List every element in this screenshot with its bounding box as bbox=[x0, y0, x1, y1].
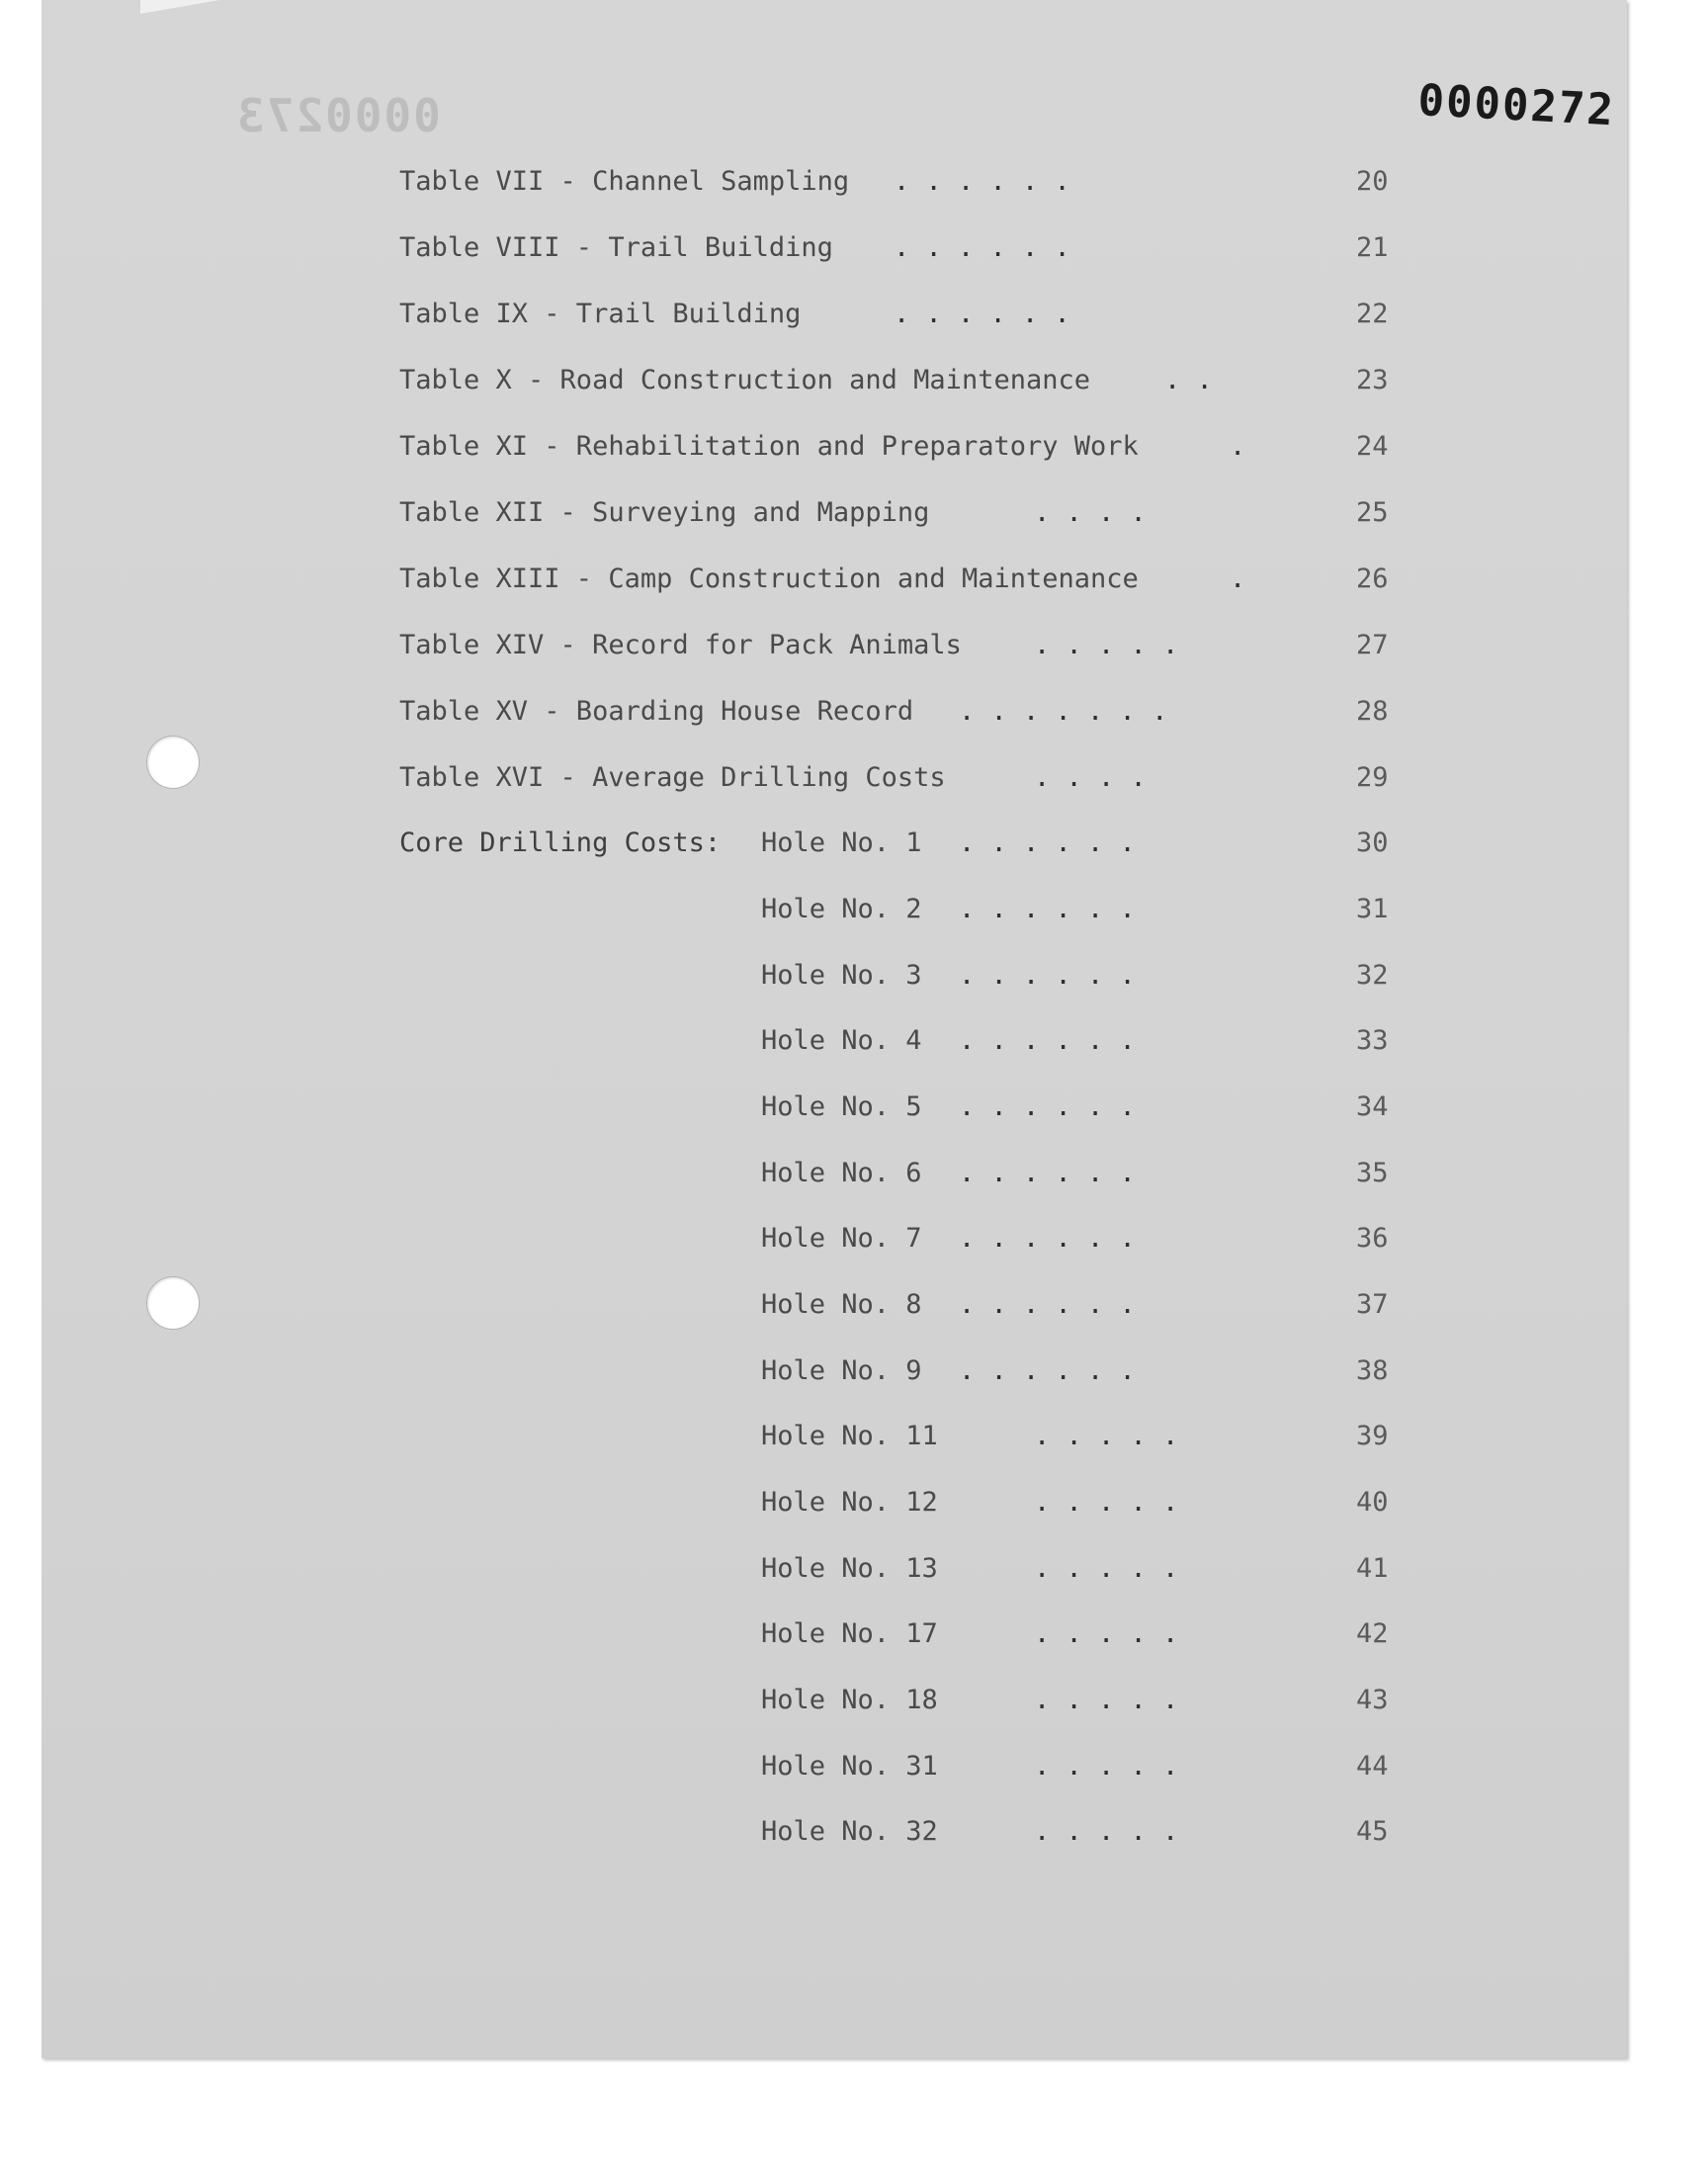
toc-entry-title: Table IX - Trail Building bbox=[399, 299, 802, 329]
toc-entry-title: Table XI - Rehabilitation and Preparatory Work bbox=[399, 431, 1139, 462]
toc-leader-dots: . bbox=[1230, 431, 1246, 462]
hole-label: Hole No. 3 bbox=[761, 960, 922, 991]
toc-leader-dots: . . . . . bbox=[1034, 1751, 1179, 1782]
toc-leader-dots: . . . . . . bbox=[959, 1091, 1136, 1122]
toc-leader-dots: . . . . . bbox=[1034, 1553, 1179, 1584]
toc-page-number: 31 bbox=[1356, 894, 1389, 924]
hole-label: Hole No. 12 bbox=[761, 1487, 938, 1518]
hole-label: Hole No. 8 bbox=[761, 1289, 922, 1320]
page-fold bbox=[140, 0, 219, 14]
core-drilling-label: Core Drilling Costs: bbox=[399, 827, 722, 858]
toc-page-number: 42 bbox=[1356, 1618, 1389, 1649]
hole-label: Hole No. 6 bbox=[761, 1158, 922, 1188]
toc-page-number: 22 bbox=[1356, 299, 1389, 329]
toc-entry bbox=[0, 1751, 1708, 1790]
toc-entry bbox=[0, 827, 1708, 867]
hole-label: Hole No. 9 bbox=[761, 1355, 922, 1386]
toc-leader-dots: . . . . . . bbox=[959, 1025, 1136, 1056]
toc-entry-title: Table XIV - Record for Pack Animals bbox=[399, 630, 962, 660]
toc-page-number: 23 bbox=[1356, 365, 1389, 395]
toc-page-number: 30 bbox=[1356, 827, 1389, 858]
toc-leader-dots: . . . . bbox=[1034, 497, 1147, 528]
toc-page-number: 24 bbox=[1356, 431, 1389, 462]
toc-leader-dots: . . . . . . bbox=[894, 232, 1070, 263]
bleed-through-number: 0000273 bbox=[235, 89, 441, 142]
toc-entry bbox=[0, 299, 1708, 338]
toc-page-number: 41 bbox=[1356, 1553, 1389, 1584]
toc-page-number: 35 bbox=[1356, 1158, 1389, 1188]
toc-page-number: 20 bbox=[1356, 166, 1389, 197]
hole-label: Hole No. 31 bbox=[761, 1751, 938, 1782]
toc-page-number: 32 bbox=[1356, 960, 1389, 991]
toc-entry bbox=[0, 1091, 1708, 1131]
toc-page-number: 38 bbox=[1356, 1355, 1389, 1386]
toc-page-number: 27 bbox=[1356, 630, 1389, 660]
toc-entry bbox=[0, 232, 1708, 272]
toc-entry-title: Table VIII - Trail Building bbox=[399, 232, 833, 263]
toc-entry bbox=[0, 894, 1708, 933]
toc-entry bbox=[0, 1553, 1708, 1593]
toc-entry bbox=[0, 564, 1708, 603]
hole-label: Hole No. 1 bbox=[761, 827, 922, 858]
toc-leader-dots: . bbox=[1230, 564, 1246, 594]
toc-leader-dots: . . . . bbox=[1034, 762, 1147, 793]
toc-page-number: 25 bbox=[1356, 497, 1389, 528]
hole-label: Hole No. 17 bbox=[761, 1618, 938, 1649]
hole-label: Hole No. 7 bbox=[761, 1223, 922, 1254]
toc-leader-dots: . . . . . bbox=[1034, 1487, 1179, 1518]
toc-entry bbox=[0, 365, 1708, 404]
toc-page-number: 44 bbox=[1356, 1751, 1389, 1782]
toc-leader-dots: . . . . . bbox=[1034, 630, 1179, 660]
toc-entry bbox=[0, 1223, 1708, 1262]
toc-leader-dots: . . . . . . bbox=[959, 894, 1136, 924]
toc-entry-title: Table X - Road Construction and Maintenance bbox=[399, 365, 1090, 395]
toc-page-number: 21 bbox=[1356, 232, 1389, 263]
toc-entry bbox=[0, 1355, 1708, 1395]
toc-leader-dots: . . . . . bbox=[1034, 1685, 1179, 1715]
toc-page-number: 43 bbox=[1356, 1685, 1389, 1715]
toc-page-number: 36 bbox=[1356, 1223, 1389, 1254]
toc-leader-dots: . . . . . bbox=[1034, 1421, 1179, 1451]
toc-entry-title: Table XII - Surveying and Mapping bbox=[399, 497, 930, 528]
toc-entry bbox=[0, 1025, 1708, 1065]
toc-leader-dots: . . . . . . bbox=[959, 960, 1136, 991]
hole-label: Hole No. 11 bbox=[761, 1421, 938, 1451]
toc-entry bbox=[0, 431, 1708, 471]
toc-leader-dots: . . . . . . . bbox=[959, 696, 1168, 727]
toc-leader-dots: . . . . . . bbox=[894, 299, 1070, 329]
toc-entry-title: Table XV - Boarding House Record bbox=[399, 696, 914, 727]
toc-leader-dots: . . . . . . bbox=[959, 827, 1136, 858]
toc-entry bbox=[0, 166, 1708, 206]
toc-leader-dots: . . . . . bbox=[1034, 1618, 1179, 1649]
hole-label: Hole No. 4 bbox=[761, 1025, 922, 1056]
toc-entry-title: Table VII - Channel Sampling bbox=[399, 166, 850, 197]
toc-entry bbox=[0, 696, 1708, 736]
toc-page-number: 40 bbox=[1356, 1487, 1389, 1518]
toc-leader-dots: . . . . . . bbox=[959, 1355, 1136, 1386]
hole-label: Hole No. 18 bbox=[761, 1685, 938, 1715]
toc-entry bbox=[0, 762, 1708, 802]
toc-leader-dots: . . . . . . bbox=[959, 1158, 1136, 1188]
toc-leader-dots: . . . . . . bbox=[959, 1223, 1136, 1254]
toc-leader-dots: . . . . . . bbox=[894, 166, 1070, 197]
toc-leader-dots: . . bbox=[1164, 365, 1213, 395]
toc-page-number: 39 bbox=[1356, 1421, 1389, 1451]
hole-label: Hole No. 13 bbox=[761, 1553, 938, 1584]
toc-entry bbox=[0, 497, 1708, 537]
toc-entry-title: Table XIII - Camp Construction and Maintenance bbox=[399, 564, 1139, 594]
toc-entry bbox=[0, 1685, 1708, 1724]
toc-entry-title: Table XVI - Average Drilling Costs bbox=[399, 762, 946, 793]
toc-leader-dots: . . . . . . bbox=[959, 1289, 1136, 1320]
toc-page-number: 28 bbox=[1356, 696, 1389, 727]
toc-entry bbox=[0, 1487, 1708, 1526]
toc-entry bbox=[0, 1421, 1708, 1460]
toc-leader-dots: . . . . . bbox=[1034, 1816, 1179, 1847]
toc-page-number: 45 bbox=[1356, 1816, 1389, 1847]
toc-page-number: 26 bbox=[1356, 564, 1389, 594]
hole-label: Hole No. 2 bbox=[761, 894, 922, 924]
document-stamp-number: 0000272 bbox=[1416, 75, 1617, 136]
toc-entry bbox=[0, 1816, 1708, 1856]
hole-label: Hole No. 5 bbox=[761, 1091, 922, 1122]
toc-page-number: 29 bbox=[1356, 762, 1389, 793]
toc-entry bbox=[0, 1158, 1708, 1197]
toc-page-number: 34 bbox=[1356, 1091, 1389, 1122]
toc-entry bbox=[0, 630, 1708, 669]
toc-entry bbox=[0, 1289, 1708, 1329]
hole-label: Hole No. 32 bbox=[761, 1816, 938, 1847]
toc-page-number: 37 bbox=[1356, 1289, 1389, 1320]
toc-entry bbox=[0, 960, 1708, 1000]
toc-entry bbox=[0, 1618, 1708, 1658]
toc-page-number: 33 bbox=[1356, 1025, 1389, 1056]
